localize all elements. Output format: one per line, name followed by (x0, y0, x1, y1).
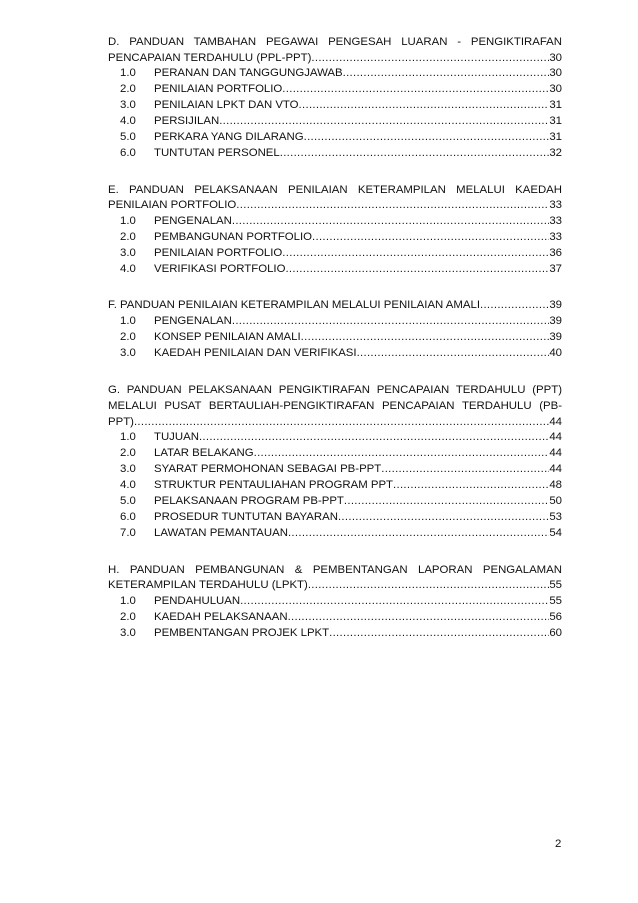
section-heading-title: PPT) (108, 415, 134, 428)
entry-number: 4.0 (120, 479, 136, 492)
toc-entry[interactable] (108, 146, 562, 162)
entry-page-number: 33 (549, 215, 562, 228)
dot-leader (344, 494, 549, 510)
toc-entry[interactable] (108, 478, 562, 494)
entry-title: LATAR BELAKANG (154, 447, 254, 460)
dot-leader (299, 98, 550, 114)
entry-page-number: 31 (549, 131, 562, 144)
entry-page-number: 31 (549, 99, 562, 112)
entry-number: 2.0 (120, 231, 136, 244)
entry-title: PENDAHULUAN (154, 595, 241, 608)
toc-section (108, 182, 562, 278)
dot-leader (232, 214, 549, 230)
entry-number: 3.0 (120, 463, 136, 476)
entry-title: PEMBENTANGAN PROJEK LPKT (154, 626, 330, 639)
entry-number: 1.0 (120, 67, 136, 80)
entry-title: PEMBANGUNAN PORTFOLIO (154, 231, 313, 244)
entry-title: VERIFIKASI PORTFOLIO (154, 262, 286, 275)
dot-leader (219, 114, 549, 130)
section-heading-line: MELALUI PUSAT BERTAULIAH-PENGIKTIRAFAN PENCAPAIAN TERDAHULU (PB- (108, 400, 562, 412)
dot-leader (311, 51, 549, 67)
entry-title: PROSEDUR TUNTUTAN BAYARAN (154, 510, 338, 523)
entry-title: LAWATAN PEMANTAUAN (154, 526, 288, 539)
entry-page-number: 39 (549, 314, 562, 327)
entry-title: PENGENALAN (154, 314, 232, 327)
entry-page-number: 37 (549, 262, 562, 275)
entry-number: 2.0 (120, 611, 136, 624)
entry-title: TUNTUTAN PERSONEL (154, 146, 280, 159)
toc-section (108, 298, 562, 362)
toc-entry[interactable] (108, 230, 562, 246)
entry-number: 3.0 (120, 626, 136, 639)
entry-page-number: 54 (549, 526, 562, 539)
entry-title: PENILAIAN PORTFOLIO (154, 247, 283, 260)
entry-page-number: 30 (549, 83, 562, 96)
section-page-number: 55 (549, 579, 562, 592)
entry-number: 7.0 (120, 526, 136, 539)
entry-title: STRUKTUR PENTAULIAHAN PROGRAM PPT (154, 479, 394, 492)
toc-entry[interactable] (108, 98, 562, 114)
dot-leader (329, 626, 549, 642)
toc-section (108, 34, 562, 162)
entry-page-number: 44 (549, 463, 562, 476)
dot-leader (480, 298, 549, 314)
dot-leader (288, 610, 550, 626)
dot-leader (280, 146, 550, 162)
entry-number: 4.0 (120, 262, 136, 275)
section-heading-title: PENCAPAIAN TERDAHULU (PPL-PPT) (108, 51, 312, 64)
entry-title: PERKARA YANG DILARANG (154, 131, 304, 144)
toc-entry[interactable] (108, 82, 562, 98)
section-heading-row[interactable] (108, 198, 562, 214)
dot-leader (381, 462, 549, 478)
entry-title: PENILAIAN LPKT DAN VTO (154, 99, 299, 112)
entry-number: 6.0 (120, 146, 136, 159)
entry-page-number: 50 (549, 495, 562, 508)
entry-page-number: 36 (549, 247, 562, 260)
entry-title: PERSIJILAN (154, 115, 220, 128)
toc-entry[interactable] (108, 430, 562, 446)
entry-title: TUJUAN (154, 431, 199, 444)
entry-number: 3.0 (120, 346, 136, 359)
toc-entry[interactable] (108, 214, 562, 230)
toc-entry[interactable] (108, 446, 562, 462)
entry-page-number: 55 (549, 595, 562, 608)
dot-leader (393, 478, 549, 494)
dot-leader (308, 578, 550, 594)
section-heading-title: KETERAMPILAN TERDAHULU (LPKT) (108, 579, 308, 592)
section-page-number: 30 (549, 51, 562, 64)
section-heading-title: F. PANDUAN PENILAIAN KETERAMPILAN MELALUI PENILAIAN AMALI (108, 298, 480, 311)
dot-leader (240, 594, 549, 610)
entry-number: 4.0 (120, 115, 136, 128)
section-page-number: 39 (549, 298, 562, 311)
dot-leader (338, 510, 549, 526)
entry-page-number: 53 (549, 510, 562, 523)
entry-number: 1.0 (120, 215, 136, 228)
entry-title: KONSEP PENILAIAN AMALI (154, 330, 301, 343)
toc-section (108, 382, 562, 542)
dot-leader (254, 446, 550, 462)
entry-title: PELAKSANAAN PROGRAM PB-PPT (154, 495, 344, 508)
toc-entry[interactable] (108, 346, 562, 362)
entry-number: 2.0 (120, 330, 136, 343)
entry-page-number: 33 (549, 231, 562, 244)
entry-title: PENILAIAN PORTFOLIO (154, 83, 283, 96)
entry-number: 3.0 (120, 247, 136, 260)
section-heading-title: PENILAIAN PORTFOLIO (108, 199, 237, 212)
table-of-contents (108, 34, 562, 662)
section-heading-line: H. PANDUAN PEMBANGUNAN & PEMBENTANGAN LAPORAN PENGALAMAN (108, 563, 562, 576)
entry-page-number: 31 (549, 115, 562, 128)
entry-number: 1.0 (120, 595, 136, 608)
dot-leader (301, 330, 550, 346)
dot-leader (282, 82, 549, 98)
section-heading-row[interactable] (108, 298, 562, 314)
entry-page-number: 30 (549, 67, 562, 80)
entry-number: 5.0 (120, 495, 136, 508)
entry-title: PERANAN DAN TANGGUNGJAWAB (154, 67, 343, 80)
toc-entry[interactable] (108, 526, 562, 542)
entry-page-number: 40 (549, 346, 562, 359)
entry-page-number: 44 (549, 447, 562, 460)
toc-entry[interactable] (108, 494, 562, 510)
entry-page-number: 44 (549, 431, 562, 444)
dot-leader (304, 130, 550, 146)
section-heading-line: E. PANDUAN PELAKSANAAN PENILAIAN KETERAMPILAN MELALUI KAEDAH (108, 183, 562, 196)
page-number: 2 (555, 838, 562, 850)
section-heading-line: G. PANDUAN PELAKSANAAN PENGIKTIRAFAN PENCAPAIAN TERDAHULU (PPT) (108, 383, 562, 396)
toc-entry[interactable] (108, 330, 562, 346)
dot-leader (312, 230, 549, 246)
dot-leader (343, 66, 550, 82)
section-heading-row[interactable] (108, 415, 562, 431)
dot-leader (134, 415, 549, 431)
dot-leader (236, 198, 549, 214)
toc-entry[interactable] (108, 246, 562, 262)
toc-entry[interactable] (108, 626, 562, 642)
section-page-number: 33 (549, 199, 562, 212)
entry-number: 6.0 (120, 510, 136, 523)
section-heading-row[interactable] (108, 51, 562, 67)
entry-number: 1.0 (120, 431, 136, 444)
toc-entry[interactable] (108, 66, 562, 82)
entry-page-number: 39 (549, 330, 562, 343)
toc-entry[interactable] (108, 114, 562, 130)
section-heading-line: D. PANDUAN TAMBAHAN PEGAWAI PENGESAH LUARAN - PENGIKTIRAFAN (108, 36, 562, 48)
toc-entry[interactable] (108, 610, 562, 626)
dot-leader (282, 246, 549, 262)
dot-leader (232, 314, 549, 330)
toc-entry[interactable] (108, 510, 562, 526)
section-page-number: 44 (549, 415, 562, 428)
entry-number: 5.0 (120, 131, 136, 144)
entry-page-number: 48 (549, 479, 562, 492)
section-heading-row[interactable] (108, 578, 562, 594)
entry-title: PENGENALAN (154, 215, 232, 228)
dot-leader (288, 526, 549, 542)
toc-section (108, 562, 562, 642)
entry-page-number: 56 (549, 611, 562, 624)
dot-leader (199, 430, 549, 446)
entry-page-number: 60 (549, 626, 562, 639)
toc-entry[interactable] (108, 130, 562, 146)
dot-leader (285, 262, 549, 278)
dot-leader (357, 346, 550, 362)
entry-number: 3.0 (120, 99, 136, 112)
toc-entry[interactable] (108, 462, 562, 478)
entry-number: 2.0 (120, 447, 136, 460)
entry-title: SYARAT PERMOHONAN SEBAGAI PB-PPT (154, 463, 382, 476)
toc-entry[interactable] (108, 594, 562, 610)
toc-entry[interactable] (108, 262, 562, 278)
entry-number: 2.0 (120, 83, 136, 96)
entry-page-number: 32 (549, 146, 562, 159)
toc-entry[interactable] (108, 314, 562, 330)
entry-number: 1.0 (120, 314, 136, 327)
entry-title: KAEDAH PENILAIAN DAN VERIFIKASI (154, 346, 357, 359)
entry-title: KAEDAH PELAKSANAAN (154, 611, 288, 624)
